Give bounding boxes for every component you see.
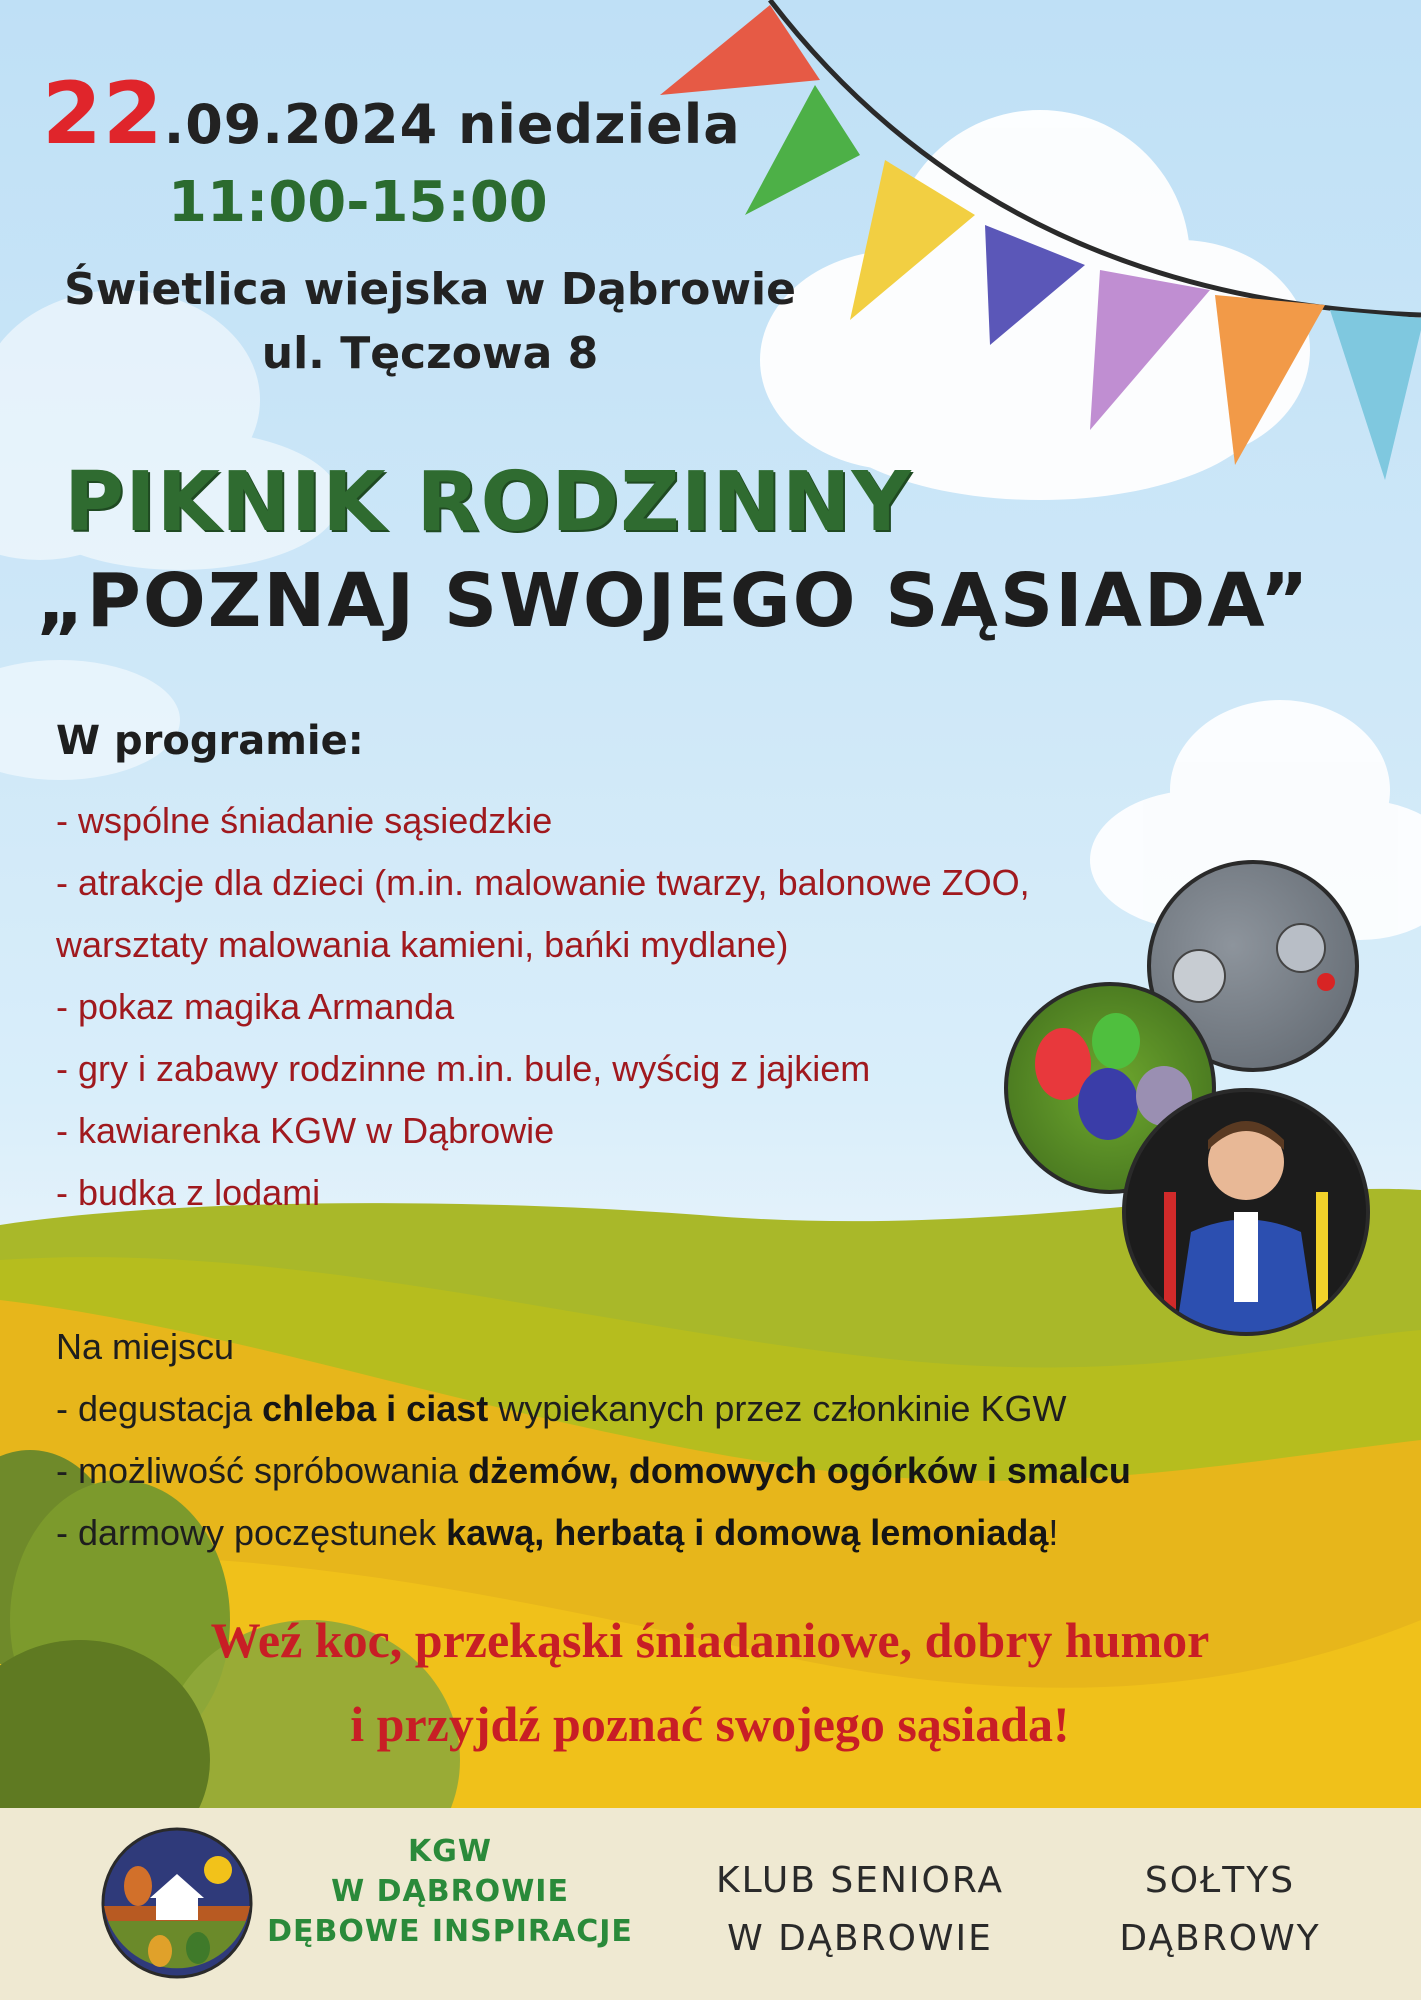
list-item: - wspólne śniadanie sąsiedzkie xyxy=(56,800,553,841)
onsite-list xyxy=(56,1316,1306,1564)
list-item: - kawiarenka KGW w Dąbrowie xyxy=(56,1110,555,1151)
soltys-line-2: DĄBROWY xyxy=(1119,1918,1321,1959)
event-date xyxy=(42,64,741,164)
cta-line-2: i przyjdź poznać swojego sąsiada! xyxy=(350,1696,1070,1752)
list-item: - pokaz magika Armanda xyxy=(56,986,455,1027)
cta-line-1: Weź koc, przekąski śniadaniowe, dobry humor xyxy=(210,1612,1210,1668)
list-item xyxy=(56,1378,1306,1440)
onsite-bold: chleba i ciast xyxy=(262,1388,489,1429)
onsite-text: - możliwość spróbowania xyxy=(56,1450,469,1491)
onsite-heading: Na miejscu xyxy=(56,1326,235,1367)
venue-name: Świetlica wiejska w Dąbrowie xyxy=(64,264,796,315)
event-venue xyxy=(30,258,830,386)
soltys-line-1: SOŁTYS xyxy=(1144,1860,1296,1901)
list-item xyxy=(56,1502,1306,1564)
onsite-text: ! xyxy=(1048,1512,1059,1553)
title-line-1: PIKNIK RODZINNY xyxy=(64,455,912,550)
magician-photo xyxy=(1122,1088,1370,1336)
onsite-text: wypiekanych przez członkinie KGW xyxy=(488,1388,1067,1429)
list-item: warsztaty malowania kamieni, bańki mydlane) xyxy=(56,924,789,965)
event-time: 11:00-15:00 xyxy=(168,170,548,235)
program-heading: W programie: xyxy=(56,718,364,764)
date-rest: .09.2024 niedziela xyxy=(163,93,741,156)
list-item: - budka z lodami xyxy=(56,1172,321,1213)
date-day: 22 xyxy=(42,64,164,164)
kgw-line-3: DĘBOWE INSPIRACJE xyxy=(267,1914,633,1949)
venue-address: ul. Tęczowa 8 xyxy=(261,328,599,379)
onsite-bold: kawą, herbatą i domową lemoniadą xyxy=(446,1512,1049,1553)
onsite-text: - darmowy poczęstunek xyxy=(56,1512,447,1553)
kgw-organizer xyxy=(250,1832,650,1952)
title-line-2: „POZNAJ SWOJEGO SĄSIADA” xyxy=(36,558,1311,644)
list-item xyxy=(56,1440,1306,1502)
onsite-bold: dżemów, domowych ogórków i smalcu xyxy=(468,1450,1131,1491)
klub-line-2: W DĄBROWIE xyxy=(727,1918,993,1959)
onsite-text: - degustacja xyxy=(56,1388,263,1429)
kgw-line-2: W DĄBROWIE xyxy=(331,1874,569,1909)
kgw-line-1: KGW xyxy=(408,1834,492,1869)
magician-figure-icon xyxy=(1126,1092,1366,1332)
list-item: - atrakcje dla dzieci (m.in. malowanie twarzy, balonowe ZOO, xyxy=(56,862,1030,903)
program-list xyxy=(56,790,1156,1224)
call-to-action xyxy=(60,1598,1360,1766)
kgw-logo xyxy=(100,1826,254,1980)
list-item: - gry i zabawy rodzinne m.in. bule, wyścig z jajkiem xyxy=(56,1048,871,1089)
soltys-organizer xyxy=(1090,1852,1350,1968)
klub-seniora-organizer xyxy=(690,1852,1030,1968)
klub-line-1: KLUB SENIORA xyxy=(715,1860,1005,1901)
